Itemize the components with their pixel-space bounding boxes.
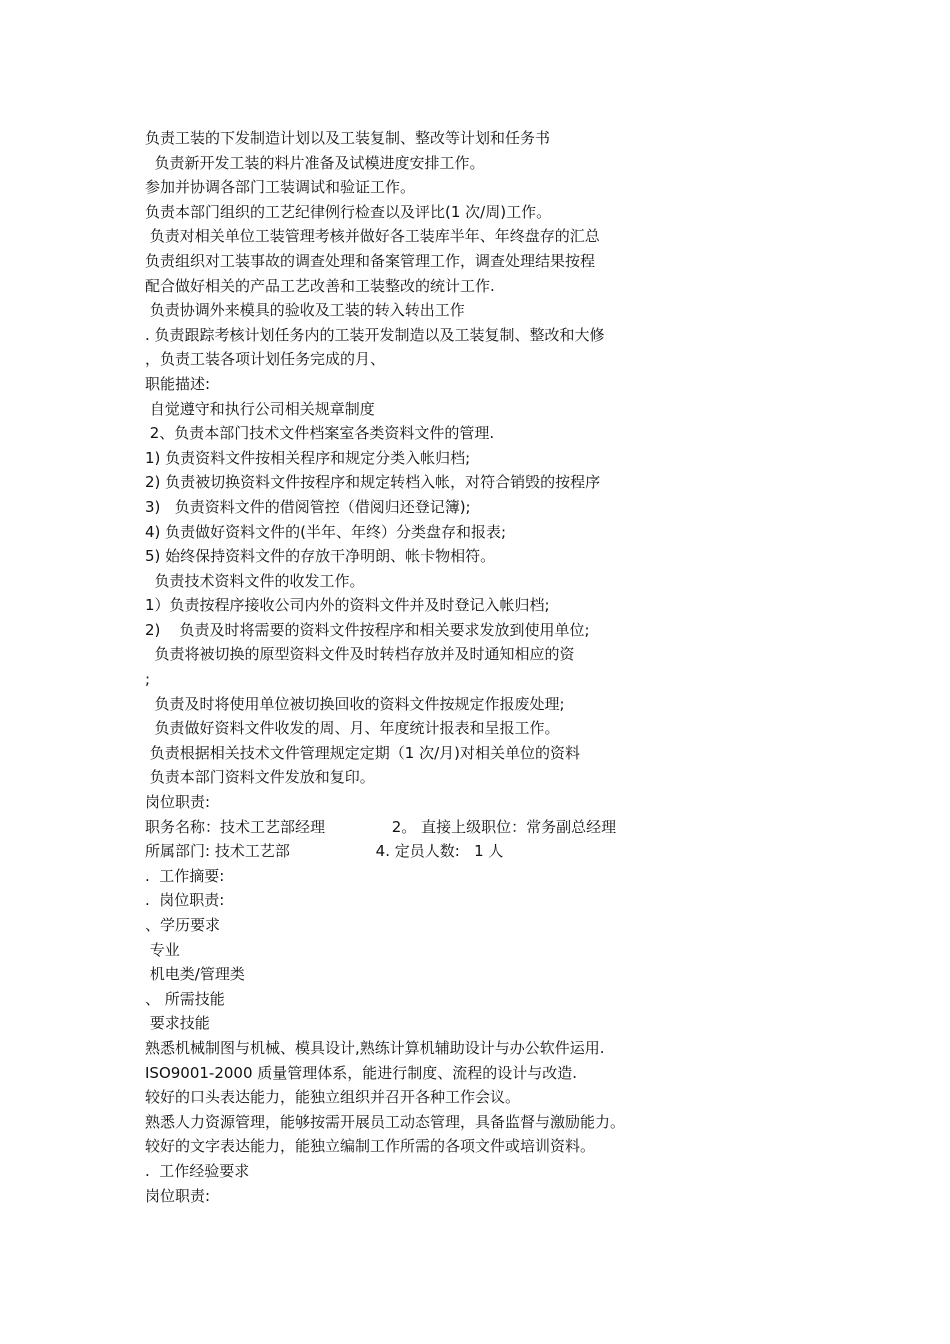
section-heading: 岗位职责: bbox=[145, 793, 211, 812]
section-heading: . 工作摘要: bbox=[145, 866, 225, 885]
text-line: 2、负责本部门技术文件档案室各类资料文件的管理. bbox=[145, 424, 495, 443]
text-line: 负责新开发工装的料片准备及试模进度安排工作。 bbox=[145, 153, 485, 172]
text-line: 专业 bbox=[145, 940, 180, 959]
text-line: 熟悉机械制图与机械、模具设计,熟练计算机辅助设计与办公软件运用. bbox=[145, 1038, 605, 1057]
text-line: ISO9001-2000 质量管理体系，能进行制度、流程的设计与改造. bbox=[145, 1063, 578, 1082]
text-line: 负责工装的下发制造计划以及工装复制、整改等计划和任务书 bbox=[145, 129, 551, 147]
text-line: 参加并协调各部门工装调试和验证工作。 bbox=[145, 178, 416, 197]
section-heading: 、 所需技能 bbox=[145, 989, 225, 1008]
text-line: 负责协调外来模具的验收及工装的转入转出工作 bbox=[145, 301, 465, 320]
list-item: 2) 负责及时将需要的资料文件按程序和相关要求发放到使用单位; bbox=[145, 620, 590, 639]
text-line: 负责本部门组织的工艺纪律例行检查以及评比(1 次/周)工作。 bbox=[145, 202, 552, 221]
list-item: 4) 负责做好资料文件的(半年、年终）分类盘存和报表; bbox=[145, 522, 507, 541]
job-title-line: 职务名称：技术工艺部经理 2。 直接上级职位：常务副总经理 bbox=[145, 817, 617, 836]
text-line: ，负责工装各项计划任务完成的月、 bbox=[145, 350, 386, 369]
text-line: 较好的口头表达能力，能独立组织并召开各种工作会议。 bbox=[145, 1088, 521, 1107]
list-item: 1）负责按程序接收公司内外的资料文件并及时登记入帐归档; bbox=[145, 596, 550, 615]
text-line: 要求技能 bbox=[145, 1014, 210, 1033]
text-line: 熟悉人力资源管理，能够按需开展员工动态管理，具备监督与激励能力。 bbox=[145, 1112, 626, 1131]
list-item: 2) 负责被切换资料文件按程序和规定转档入帐，对符合销毁的按程序 bbox=[145, 473, 601, 492]
text-line: 负责将被切换的原型资料文件及时转档存放并及时通知相应的资 bbox=[145, 645, 575, 664]
section-heading: . 工作经验要求 bbox=[145, 1161, 250, 1180]
list-item: 3) 负责资料文件的借阅管控（借阅归还登记簿); bbox=[145, 497, 471, 516]
department-line: 所属部门: 技术工艺部 4. 定员人数: 1 人 bbox=[145, 842, 504, 861]
list-item: 5) 始终保持资料文件的存放干净明朗、帐卡物相符。 bbox=[145, 547, 496, 566]
text-line: 机电类/管理类 bbox=[145, 965, 245, 984]
text-line: 负责根据相关技术文件管理规定定期（1 次/月)对相关单位的资料 bbox=[145, 743, 580, 762]
text-line: 负责对相关单位工装管理考核并做好各工装库半年、年终盘存的汇总 bbox=[145, 227, 600, 246]
text-line: 负责及时将使用单位被切换回收的资料文件按规定作报废处理; bbox=[145, 694, 565, 713]
text-line: 负责组织对工装事故的调查处理和备案管理工作，调查处理结果按程 bbox=[145, 251, 596, 270]
section-heading: 职能描述: bbox=[145, 374, 211, 393]
text-line: 负责本部门资料文件发放和复印。 bbox=[145, 768, 375, 787]
section-heading: . 岗位职责: bbox=[145, 891, 225, 910]
text-line: 负责技术资料文件的收发工作。 bbox=[145, 571, 365, 590]
section-heading: 岗位职责: bbox=[145, 1186, 211, 1205]
text-line: 较好的文字表达能力，能独立编制工作所需的各项文件或培训资料。 bbox=[145, 1137, 596, 1156]
list-item: 1) 负责资料文件按相关程序和规定分类入帐归档; bbox=[145, 448, 471, 467]
section-heading: 、学历要求 bbox=[145, 916, 221, 934]
text-line: . 负责跟踪考核计划任务内的工装开发制造以及工装复制、整改和大修 bbox=[145, 325, 605, 344]
document-body bbox=[145, 126, 905, 1208]
text-line: 负责做好资料文件收发的周、月、年度统计报表和呈报工作。 bbox=[145, 719, 560, 738]
text-line: 自觉遵守和执行公司相关规章制度 bbox=[145, 399, 375, 418]
text-line: ; bbox=[145, 670, 151, 689]
text-line: 配合做好相关的产品工艺改善和工装整改的统计工作. bbox=[145, 276, 495, 295]
